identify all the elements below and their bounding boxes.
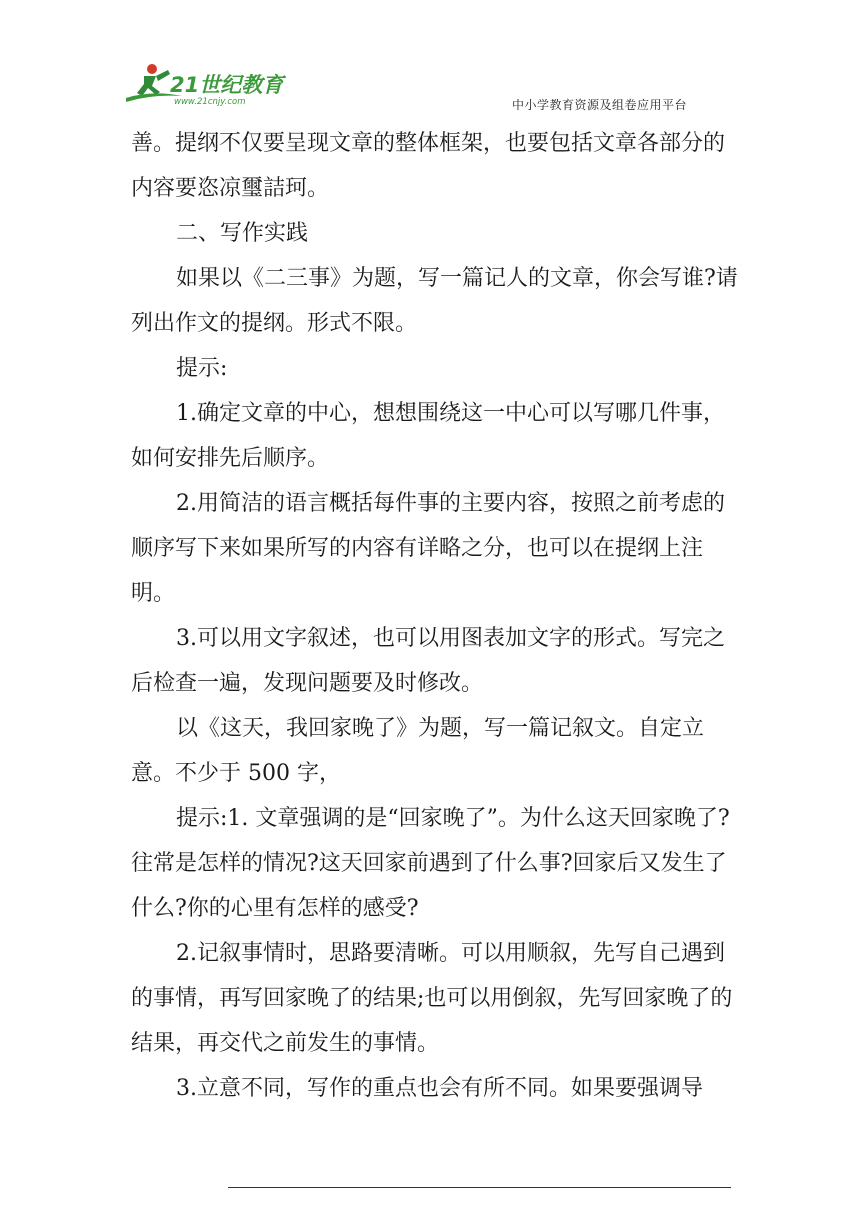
footer-divider bbox=[228, 1187, 731, 1188]
page-header bbox=[0, 0, 860, 118]
paragraph: 1.确定文章的中心，想想围绕这一中心可以写哪几件事，如何安排先后顺序。 bbox=[131, 401, 725, 471]
paragraph: 3.可以用文字叙述，也可以用图表加文字的形式。写完之后检查一遍，发现问题要及时修改。 bbox=[131, 626, 725, 696]
platform-label: 中小学教育资源及组卷应用平台 bbox=[512, 98, 688, 112]
paragraph: 如果以《二三事》为题，写一篇记人的文章，你会写谁?请列出作文的提纲。形式不限。 bbox=[131, 266, 738, 336]
runner-logo-icon bbox=[122, 62, 292, 108]
document-body bbox=[131, 121, 743, 1111]
logo-url: www.21cnjy.com bbox=[174, 97, 246, 107]
paragraph: 2.用简洁的语言概括每件事的主要内容，按照之前考虑的顺序写下来如果所写的内容有详略之分，也可以在提纲上注明。 bbox=[131, 491, 725, 606]
paragraph: 善。提纲不仅要呈现文章的整体框架，也要包括文章各部分的内容要恣凉璽詰珂。 bbox=[131, 131, 726, 201]
section-heading: 二、写作实践 bbox=[176, 221, 309, 246]
paragraph: 提示: bbox=[176, 356, 228, 381]
paragraph: 以《这天，我回家晚了》为题，写一篇记叙文。自定立意。不少于 500 字， bbox=[131, 716, 705, 786]
logo bbox=[122, 62, 292, 108]
paragraph: 2.记叙事情时，思路要清晰。可以用顺叙，先写自己遇到的事情，再写回家晚了的结果;也可以用倒叙，先写回家晚了的结果，再交代之前发生的事情。 bbox=[131, 941, 733, 1056]
paragraph: 提示:1. 文章强调的是“回家晚了”。为什么这天回家晚了?往常是怎样的情况?这天回家前遇到了什么事?回家后又发生了什么?你的心里有怎样的感受? bbox=[131, 806, 730, 921]
paragraph: 3.立意不同，写作的重点也会有所不同。如果要强调导 bbox=[176, 1076, 703, 1101]
logo-wordmark: 21世纪教育 bbox=[170, 73, 284, 97]
